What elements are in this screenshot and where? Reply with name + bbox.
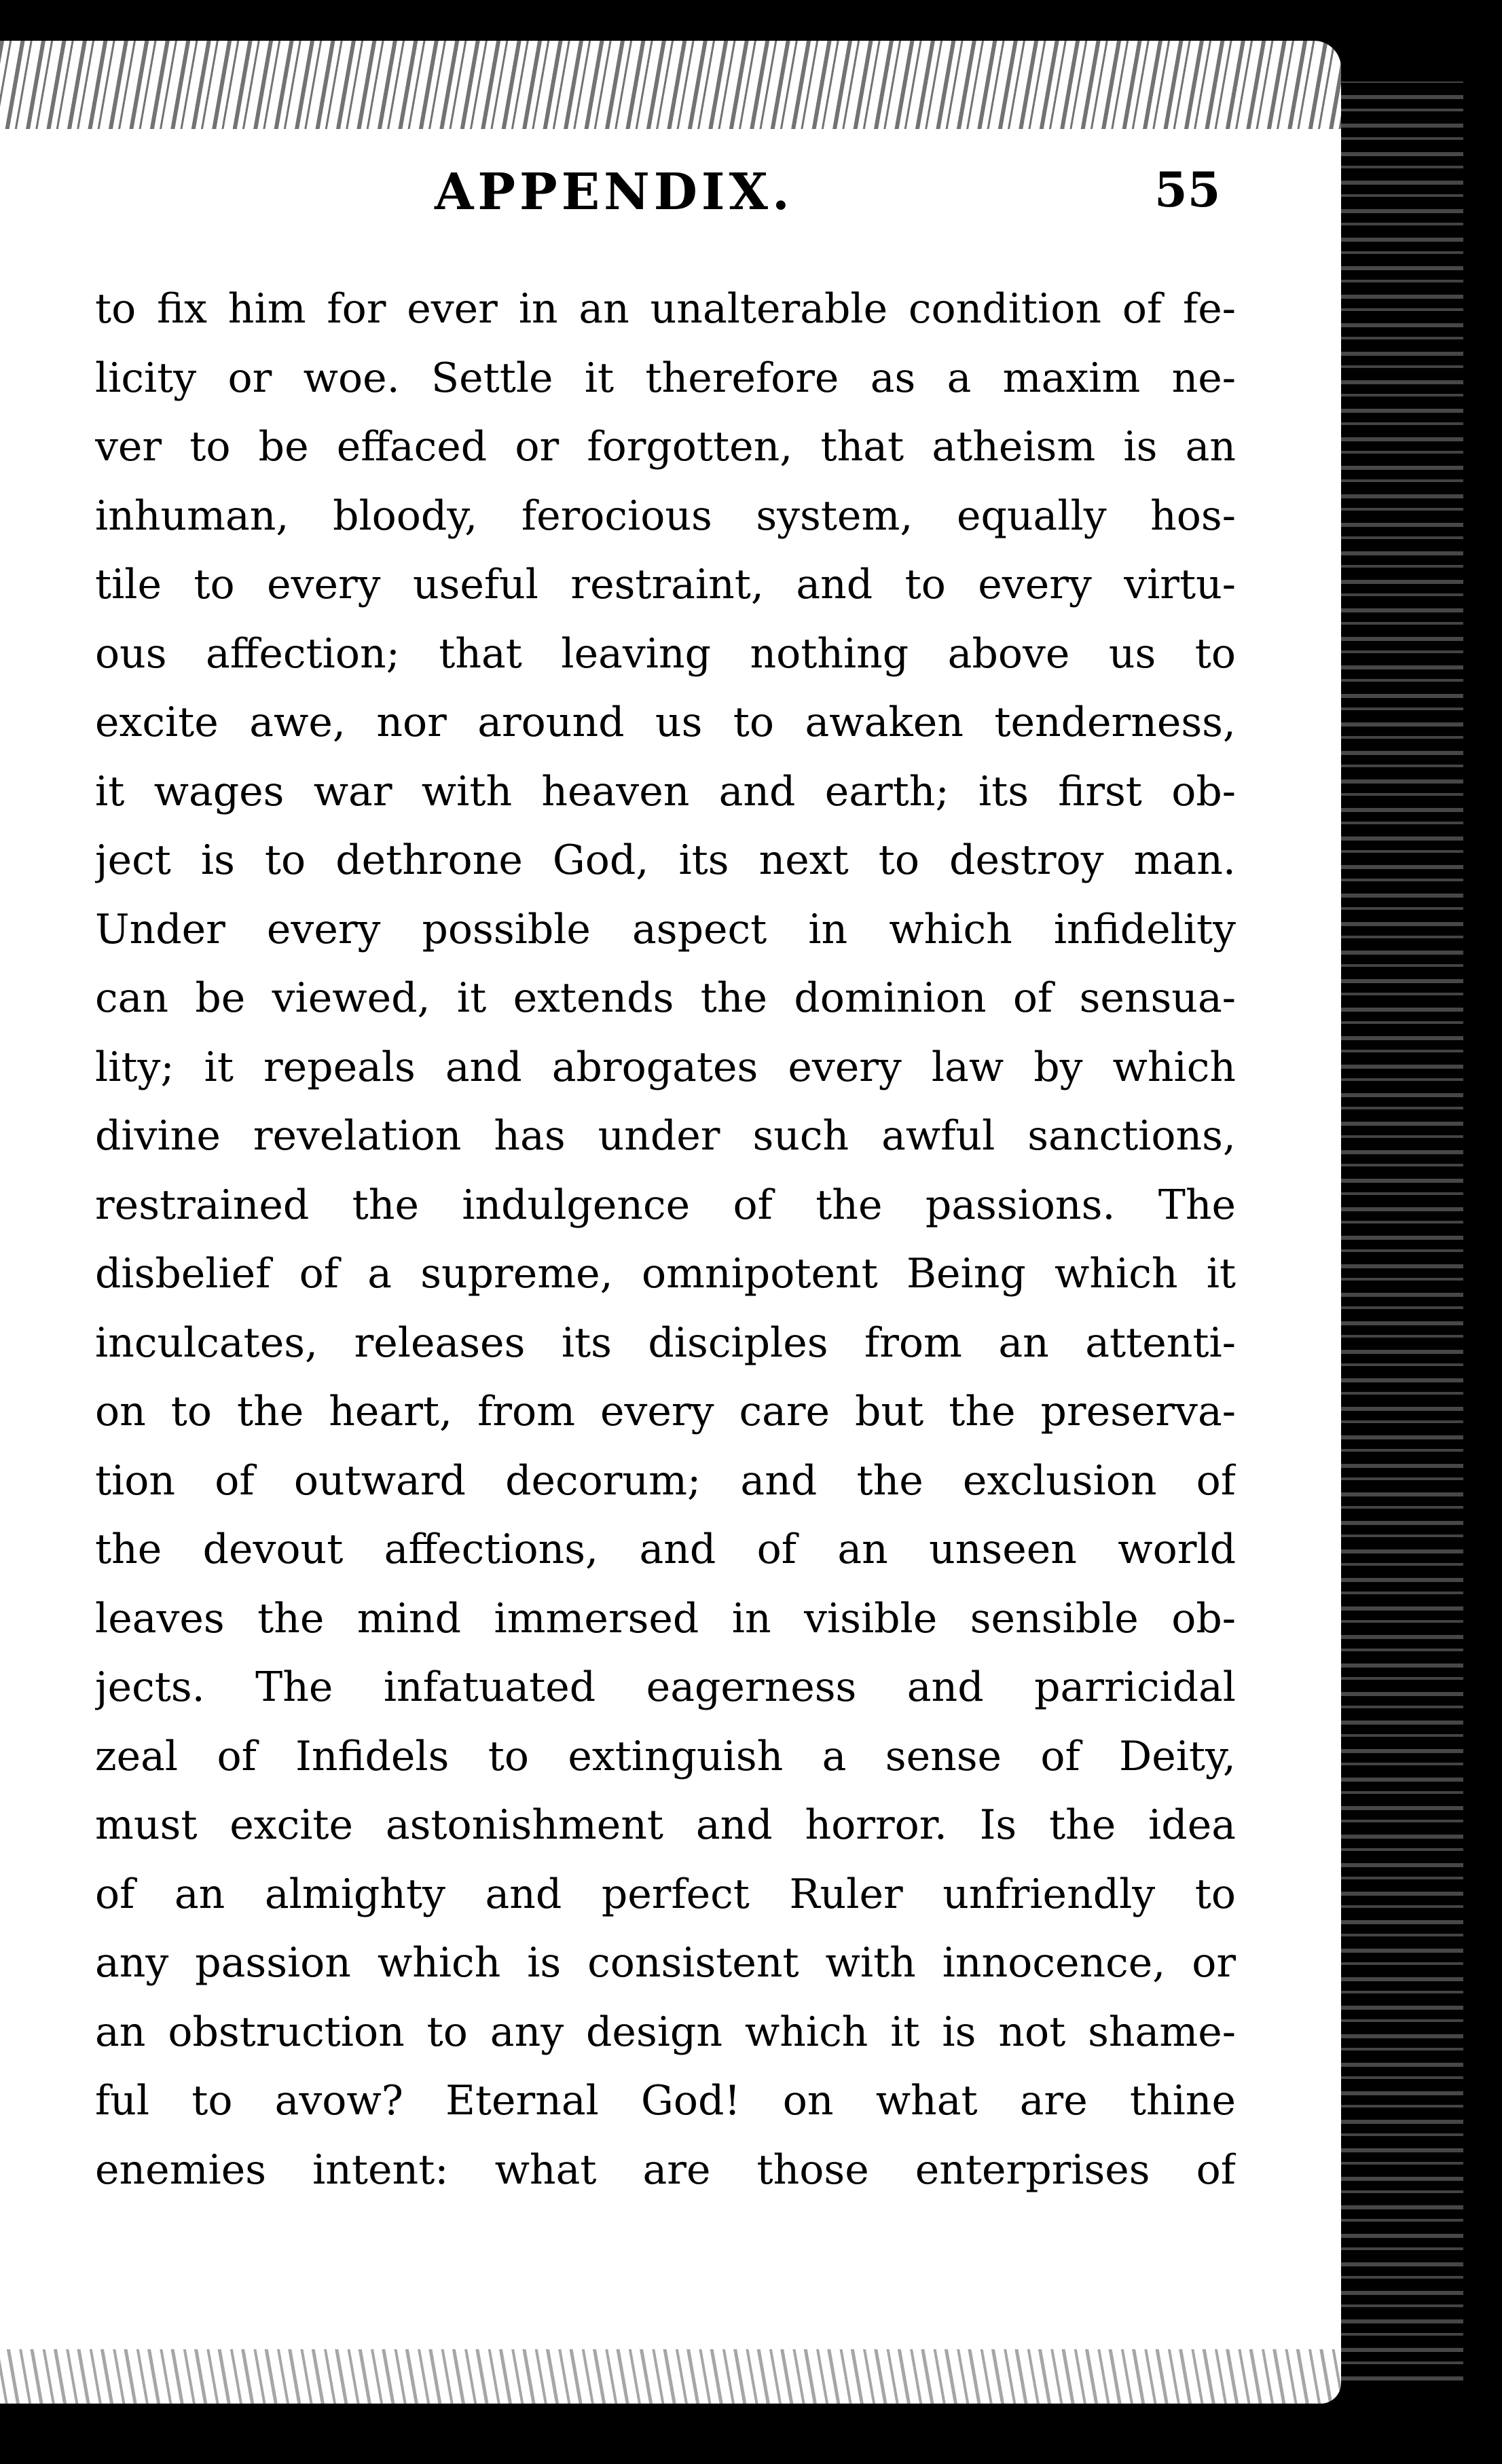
text-line: ver to be effaced or forgotten, that atheism is an — [95, 423, 1236, 471]
book-page — [0, 41, 1341, 2404]
text-line: inhuman, bloody, ferocious system, equally hos- — [95, 492, 1236, 540]
text-line: it wages war with heaven and earth; its first ob- — [95, 767, 1236, 815]
text-line: of an almighty and perfect Ruler unfriendly to — [95, 1870, 1236, 1918]
page-header — [0, 156, 1341, 231]
page-number: 55 — [1154, 162, 1221, 218]
text-line: divine revelation has under such awful sanctions, — [95, 1112, 1236, 1160]
text-line: tile to every useful restraint, and to every virtu- — [95, 561, 1236, 608]
text-line: lity; it repeals and abrogates every law by which — [95, 1043, 1236, 1091]
running-head: APPENDIX. — [435, 163, 794, 221]
text-line: any passion which is consistent with innocence, or — [95, 1939, 1236, 1987]
text-line: the devout affections, and of an unseen world — [95, 1526, 1236, 1573]
book-edge — [1334, 81, 1463, 2390]
text-line: tion of outward decorum; and the exclusion of — [95, 1456, 1236, 1505]
text-line: zeal of Infidels to extinguish a sense of Deity, — [95, 1732, 1236, 1780]
body-text — [95, 275, 1236, 2205]
text-line: restrained the indulgence of the passions. The — [95, 1181, 1236, 1229]
scan-noise-bottom — [0, 2349, 1341, 2404]
scan-noise-top — [0, 41, 1341, 129]
text-line: can be viewed, it extends the dominion of sensua- — [95, 974, 1236, 1022]
text-line: on to the heart, from every care but the preserva- — [95, 1388, 1236, 1435]
text-line: enemies intent: what are those enterprises of — [95, 2146, 1236, 2194]
text-line: inculcates, releases its disciples from an attenti- — [95, 1319, 1236, 1367]
text-line: an obstruction to any design which it is not shame- — [95, 2008, 1236, 2056]
text-line: excite awe, nor around us to awaken tenderness, — [95, 699, 1236, 746]
text-line: ous affection; that leaving nothing above us to — [95, 629, 1236, 678]
text-line: leaves the mind immersed in visible sensible ob- — [95, 1594, 1236, 1642]
text-line: jects. The infatuated eagerness and parricidal — [95, 1663, 1236, 1711]
text-line: ject is to dethrone God, its next to destroy man. — [95, 836, 1236, 884]
text-line: Under every possible aspect in which infidelity — [95, 905, 1236, 953]
text-line: to fix him for ever in an unalterable condition of fe- — [95, 285, 1236, 333]
text-line: must excite astonishment and horror. Is the idea — [95, 1801, 1236, 1849]
text-line: ful to avow? Eternal God! on what are thine — [95, 2077, 1236, 2125]
text-line: disbelief of a supreme, omnipotent Being which it — [95, 1250, 1236, 1298]
text-line: licity or woe. Settle it therefore as a maxim ne- — [95, 354, 1236, 402]
